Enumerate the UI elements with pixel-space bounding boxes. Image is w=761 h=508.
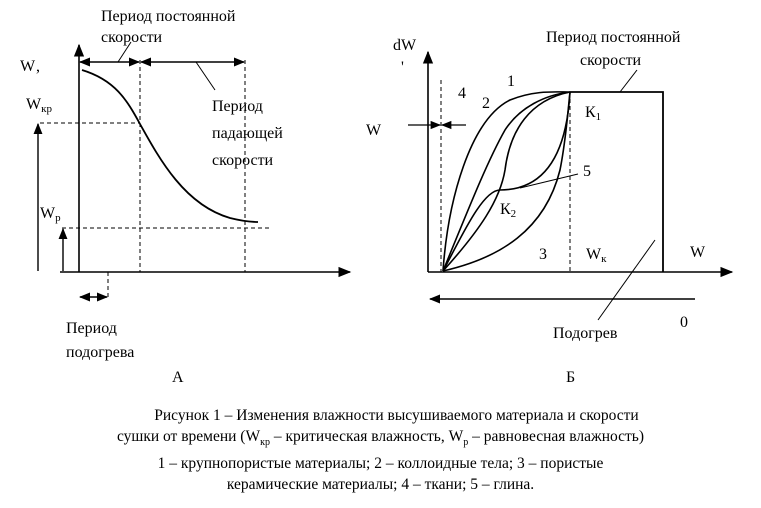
- panel-a-falling-rate-label: Период: [212, 98, 263, 115]
- panel-b-curve-1: [443, 92, 570, 271]
- panel-b-curve-1-label: 1: [507, 73, 515, 90]
- panel-b-curve-2-label: 2: [482, 95, 490, 112]
- caption-line-1: Рисунок 1 – Изменения влажности высушиваемого материала и скорости: [154, 407, 639, 424]
- panel-b-curve-4: [443, 92, 570, 271]
- panel-b-zero-label: 0: [680, 314, 688, 331]
- caption-line-3: 1 – крупнопористые материалы; 2 – коллоидные тела; 3 – пористые: [157, 455, 604, 473]
- panel-b-k1-label: К1: [585, 104, 602, 123]
- panel-b: [408, 52, 732, 320]
- panel-b-heating-label: Подогрев: [553, 325, 618, 342]
- panel-a-y-label-tick: ,: [36, 58, 40, 75]
- panel-a-heating-label: Период: [66, 320, 117, 337]
- panel-a-falling-rate-label-3: скорости: [212, 152, 274, 169]
- panel-a-falling-rate-label-2: падающей: [212, 125, 283, 142]
- panel-a-drying-curve: [82, 70, 258, 222]
- panel-a-constant-rate-label: Период постоянной: [101, 8, 236, 25]
- panel-b-curve-5-leader: [520, 174, 578, 188]
- panel-b-y-label-tick: ': [401, 59, 404, 76]
- panel-b-x-label: W: [690, 244, 706, 261]
- panel-a: [38, 42, 350, 300]
- panel-b-curve-2: [443, 92, 570, 271]
- panel-b-constant-rate-label-2: скорости: [580, 52, 642, 69]
- panel-b-w-left-label: W: [366, 122, 382, 139]
- panel-b-letter: Б: [566, 369, 576, 386]
- panel-b-curve-5: [443, 92, 570, 271]
- panel-b-wk-label: Wк: [586, 246, 607, 265]
- panel-a-y-label: W: [20, 58, 36, 75]
- panel-b-constant-rate-leader: [620, 70, 637, 92]
- panel-b-heating-leader: [598, 240, 655, 320]
- panel-b-labels: [366, 29, 706, 386]
- panel-b-curve-5-label: 5: [583, 163, 591, 180]
- panel-b-constant-rate-label: Период постоянной: [546, 29, 681, 46]
- panel-a-falling-rate-leader: [196, 62, 215, 90]
- panel-a-constant-rate-label-2: скорости: [101, 29, 163, 46]
- caption-line-2: сушки от времени ($W_{кр}$ – критическая влажность, $W_р$ – равновесная влажность): [116, 428, 645, 449]
- panel-b-y-label: dW: [393, 37, 417, 54]
- panel-a-wp-label: Wр: [40, 205, 61, 224]
- panel-b-k2-label: К2: [500, 201, 517, 220]
- figure-caption: [10, 405, 751, 495]
- panel-b-curve-4-label: 4: [458, 85, 466, 102]
- panel-a-letter: А: [172, 369, 184, 386]
- panel-b-plateau: [570, 92, 663, 272]
- caption-line-4: керамические материалы; 4 – ткани; 5 – глина.: [226, 476, 535, 494]
- panel-a-heating-label-2: подогрева: [66, 344, 135, 361]
- panel-b-curve-3-label: 3: [539, 246, 547, 263]
- panel-b-curve-3: [443, 92, 570, 271]
- panel-a-wkr-label: Wкр: [26, 96, 52, 115]
- panel-a-labels: [20, 8, 283, 386]
